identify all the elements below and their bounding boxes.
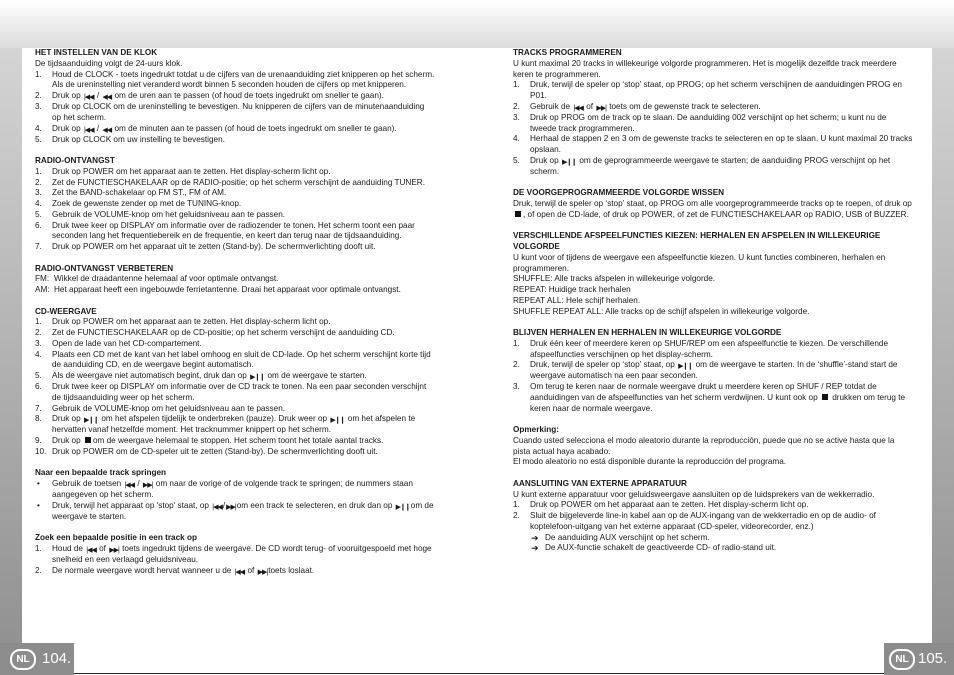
section-title: Opmerking: xyxy=(513,425,559,434)
list-item: FM: Wikkel de draadantenne helemaal af voor optimale ontvangst. xyxy=(35,274,279,284)
list-item: 5. Gebruik de VOLUME-knop om het geluidsniveau aan te passen. xyxy=(35,209,286,219)
section-note xyxy=(513,425,913,468)
rewind-icon: ◀◀ xyxy=(102,126,112,134)
play-pause-icon: ▶❙❙ xyxy=(83,417,99,425)
section-cd xyxy=(35,307,435,458)
skip-back-icon: |◀◀ xyxy=(83,94,94,101)
footer-rule xyxy=(74,673,884,674)
note-text: El modo aleatorio no está disponible durante la reproducción del programa. xyxy=(513,457,787,467)
right-margin-band xyxy=(932,48,954,675)
skip-back-icon: |◀◀ xyxy=(124,482,135,489)
list-item: 5. Druk op ▶❙❙ om de geprogrammeerde weergave te starten; de aanduiding PROG verschijnt op het scherm. xyxy=(513,155,891,176)
list-item: AM: Het apparaat heeft een ingebouwde ferrietantenne. Draai het apparaat voor optimale ontvangst. xyxy=(35,285,401,294)
list-item: 4. Herhaal de stappen 2 en 3 om de gewenste tracks te selecteren en op te slaan. U kunt maximal 20 tracks opslaan. xyxy=(513,134,913,154)
play-pause-icon: ▶❙❙ xyxy=(250,374,265,381)
list-item: 1. Druk op POWER om het apparaat aan te zetten. Het display-scherm licht op. xyxy=(35,166,331,176)
skip-back-icon: |◀◀ xyxy=(234,568,245,576)
skip-back-icon: |◀◀ xyxy=(86,547,96,554)
section-clock xyxy=(35,48,435,145)
section-repeat xyxy=(513,328,913,414)
page-number: 104. xyxy=(42,650,72,667)
list-item: 3. Druk op CLOCK om de ureninstelling te bevestigen. Nu knipperen de cijfers van de minutenaanduiding op het scherm. xyxy=(35,102,425,122)
language-badge: NL xyxy=(10,649,36,670)
mode-line: SHUFFLE REPEAT ALL: Alle tracks op de schijf afspelen in willekeurige volgorde. xyxy=(513,306,810,316)
section-title: TRACKS PROGRAMMEREN xyxy=(513,48,622,57)
skip-forward-icon: ▶▶| xyxy=(596,104,606,112)
rewind-icon: ◀◀ xyxy=(102,94,112,101)
skip-back-icon: |◀◀ xyxy=(573,104,583,112)
list-item: 7. Druk op POWER om het apparaat uit te zetten (Stand-by). De schermverlichting dooft uit. xyxy=(35,242,376,251)
section-preprog xyxy=(513,188,913,220)
header-band xyxy=(0,0,954,48)
skip-back-icon: |◀◀ xyxy=(212,503,222,511)
section-title: BLIJVEN HERHALEN EN HERHALEN IN WILLEKEURIGE VOLGORDE xyxy=(513,328,782,337)
section-text: Druk, terwijl de speler op ‘stop’ staat, op PROG om alle voorgeprogrammeerde tracks op te roepen, of druk op , of open de CD-lade, of druk op POWER, of zet de FUNCTIESCHAKELAAR op RADIO, USB of BUZZER. xyxy=(513,199,912,219)
list-item: 4. Plaats een CD met de kant van het label omhoog en sluit de CD-lade. Op het scherm verschijnt korte tijd de aanduiding CD, en de weergave begint automatisch. xyxy=(35,349,431,370)
section-title: Naar een bepaalde track springen xyxy=(35,468,167,478)
note-text: Cuando usted selecciona el modo aleatorio durante la reproducción, puede que no se active hasta que la pista actual haya acabado. xyxy=(513,435,895,456)
list-item: 2. Druk, terwijl de speler op ‘stop’ staat, op ▶❙❙ om de weergave te starten. In de ‘shuffle’-stand start de weergave automatisch na een paar seconden. xyxy=(513,360,898,381)
section-radio xyxy=(35,156,435,253)
page-number: 105. xyxy=(918,650,948,667)
list-item: 6. Druk twee keer op DISPLAY om informatie over de CD track te tonen. Na een paar seconden verschijnt de tijdsaanduiding weer op het scherm. xyxy=(35,382,427,402)
arrow-right-icon: ➔ xyxy=(531,532,539,543)
section-title: RADIO-ONTVANGST xyxy=(35,156,115,165)
list-item: ➔ De aanduiding AUX verschijnt op het scherm. xyxy=(531,532,710,543)
right-page-column xyxy=(513,48,913,554)
list-item: 3. Open de lade van het CD-compartement. xyxy=(35,338,202,348)
section-position xyxy=(35,533,435,577)
list-item: 2. Gebruik de |◀◀ of ▶▶| toets om de gewenste track te selecteren. xyxy=(513,101,761,112)
play-pause-icon: ▶❙❙ xyxy=(678,363,693,371)
section-title: HET INSTELLEN VAN DE KLOK xyxy=(35,48,158,57)
section-aux xyxy=(513,479,913,554)
list-item: 6. Druk twee keer op DISPLAY om informatie over de radiozender te tonen. Het scherm toont een paar seconden lang het frequentiebereik en de frequentie, en keert dan terug naar de tijdsaanduiding. xyxy=(35,220,415,241)
list-item: 4. Zoek de gewenste zender op met de TUNING-knop. xyxy=(35,199,242,208)
mode-line: SHUFFLE: Alle tracks afspelen in willekeurige volgorde. xyxy=(513,274,716,284)
list-item: • Gebruik de toetsen |◀◀ / ▶▶| om naar de vorige of de volgende track te springen; de nummers staan aangegeven op het scherm. xyxy=(37,479,413,499)
play-pause-icon: ▶❙❙ xyxy=(395,503,410,511)
skip-forward-icon: ▶▶| xyxy=(142,482,153,489)
list-item: 2. Zet de FUNCTIESCHAKELAAR op de CD-positie; op het scherm verschijnt de aanduiding CD. xyxy=(35,328,395,337)
section-track-jump xyxy=(35,468,435,522)
section-title: CD-WEERGAVE xyxy=(35,306,97,316)
section-intro: U kunt voor of tijdens de weergave een afspeelfunctie kiezen. U kunt functies combineren, herhalen en programmeren. xyxy=(513,252,886,273)
list-item: 2. De normale weergave wordt hervat wanneer u de |◀◀ of ▶▶|toets loslaat. xyxy=(35,565,315,576)
section-intro: De tijdsaanduiding volgt de 24-uurs klok. xyxy=(35,58,183,68)
list-item: 1. Houd de CLOCK - toets ingedrukt totdat u de cijfers van de urenaanduiding ziet knipperen op het scherm. Als de ureninstelling niet veranderd wordt binnen 5 seconden houden de cijfers op met knipperen. xyxy=(35,69,435,90)
section-title: DE VOORGEPROGRAMMEERDE VOLGORDE WISSEN xyxy=(513,188,725,198)
section-title: AANSLUITING VAN EXTERNE APPARATUUR xyxy=(513,478,687,488)
stop-icon xyxy=(822,394,828,400)
stop-icon xyxy=(515,211,521,217)
skip-forward-icon: ▶▶| xyxy=(109,547,119,554)
list-item: 8. Druk op ▶❙❙ om het afspelen tijdelijk te onderbreken (pauze). Druk weer op ▶❙❙ om het afspelen te hervatten vanaf hetzelfde moment. Het tracknummer knippert op het scherm. xyxy=(35,414,416,435)
play-pause-icon: ▶❙❙ xyxy=(330,417,345,425)
arrow-right-icon: ➔ xyxy=(531,543,539,554)
list-item: 1. Druk op POWER om het apparaat aan te zetten. Het display-scherm licht op. xyxy=(513,500,809,510)
list-item: 5. Als de weergave niet automatisch begint, druk dan op ▶❙❙ om de weergave te starten. xyxy=(35,371,367,381)
section-title: Zoek een bepaalde positie in een track op xyxy=(35,533,197,543)
list-item: 9. Druk op om de weergave helemaal te stoppen. Het scherm toont het totale aantal tracks. xyxy=(35,436,384,445)
play-pause-icon: ▶❙❙ xyxy=(561,158,577,166)
list-item: 4. Druk op |◀◀ / ◀◀ om de minuten aan te passen (of houd de toets ingedrukt om sneller te gaan). xyxy=(35,123,397,134)
mode-line: REPEAT ALL: Hele schijf herhalen. xyxy=(513,295,641,305)
section-program xyxy=(513,48,913,178)
list-item: 1. Druk op POWER om het apparaat aan te zetten. Het display-scherm licht op. xyxy=(35,317,331,327)
section-title: RADIO-ONTVANGST VERBETEREN xyxy=(35,263,174,273)
section-radio-better xyxy=(35,264,435,296)
list-item: 2. Sluit de bijgeleverde line-in kabel aan op de AUX-ingang van de wekkerradio en op de audio- of koptelefoon-uitgang van het externe apparaat (CD-speler, videorecorder, enz.) xyxy=(513,511,876,531)
skip-forward-icon: ▶▶| xyxy=(257,568,268,576)
section-intro: U kunt externe apparatuur voor geluidsweergave aansluiten op de luidsprekers van de wekkerradio. xyxy=(513,489,875,499)
list-item: 7. Gebruik de VOLUME-knop om het geluidsniveau aan te passen. xyxy=(35,403,286,413)
left-page-column xyxy=(35,48,435,577)
section-title: VERSCHILLENDE AFSPEELFUNCTIES KIEZEN: HERHALEN EN AFSPELEN IN WILLEKEURIGE VOLGORDE xyxy=(513,231,881,251)
list-item: 10. Druk op POWER om de CD-speler uit te zetten (Stand-by). De schermverlichting dooft uit. xyxy=(35,446,378,456)
list-item: ➔ De AUX-functie schakelt de geactiveerde CD- of radio-stand uit. xyxy=(531,543,777,554)
list-item: 3. Zet the BAND-schakelaar op FM ST., FM of AM. xyxy=(35,188,227,198)
list-item: 1. Druk, terwijl de speler op ‘stop’ staat, op PROG; op het scherm verschijnen de aanduidingen PROG en P01. xyxy=(513,80,902,100)
left-margin-band xyxy=(0,48,22,675)
list-item: 2. Druk op |◀◀ / ◀◀ om de uren aan te passen (of houd de toets ingedrukt om sneller te gaan). xyxy=(35,91,384,101)
stop-icon xyxy=(85,437,91,443)
section-intro: U kunt maximal 20 tracks in willekeurige volgorde programmeren. Het is mogelijk dezelfde track meerdere keren te programmeren. xyxy=(513,58,897,79)
mode-line: REPEAT: Huidige track herhalen xyxy=(513,285,631,294)
list-item: 3. Om terug te keren naar de normale weergave drukt u meerdere keren op SHUF / REP totdat de aanduidingen van de afspeelfuncties van het scherm verdwijnen. U kunt ook op drukken om terug te keren naar de normale weergave. xyxy=(513,382,906,413)
skip-back-icon: |◀◀ xyxy=(83,126,94,134)
list-item: • Druk, terwijl het apparaat op 'stop' staat, op |◀◀/▶▶|om een track te selecteren, en druk dan op ▶❙❙om de weergave te starten. xyxy=(37,500,434,521)
skip-forward-icon: ▶▶| xyxy=(226,503,236,511)
list-item: 2. Zet de FUNCTIESCHAKELAAR op de RADIO-positie; op het scherm verschijnt de aanduiding TUNER. xyxy=(35,177,425,187)
list-item: 5. Druk op CLOCK om uw instelling te bevestigen. xyxy=(35,134,225,144)
list-item: 1. Houd de |◀◀ of ▶▶| toets ingedrukt tijdens de weergave. De CD wordt terug- of vooruitgespoeld met hoge snelheid en een verlaagd geluidsniveau. xyxy=(35,544,432,564)
list-item: 1. Druk één keer of meerdere keren op SHUF/REP om een afspeelfunctie te kiezen. De verschillende afspeelfuncties verschijnen op het display-scherm. xyxy=(513,338,889,359)
language-badge: NL xyxy=(889,649,915,670)
list-item: 3. Druk op PROG om de track op te slaan. De aanduiding 002 verschijnt op het scherm; u kunt nu de tweede track programmeren. xyxy=(513,112,887,133)
section-modes xyxy=(513,231,913,317)
